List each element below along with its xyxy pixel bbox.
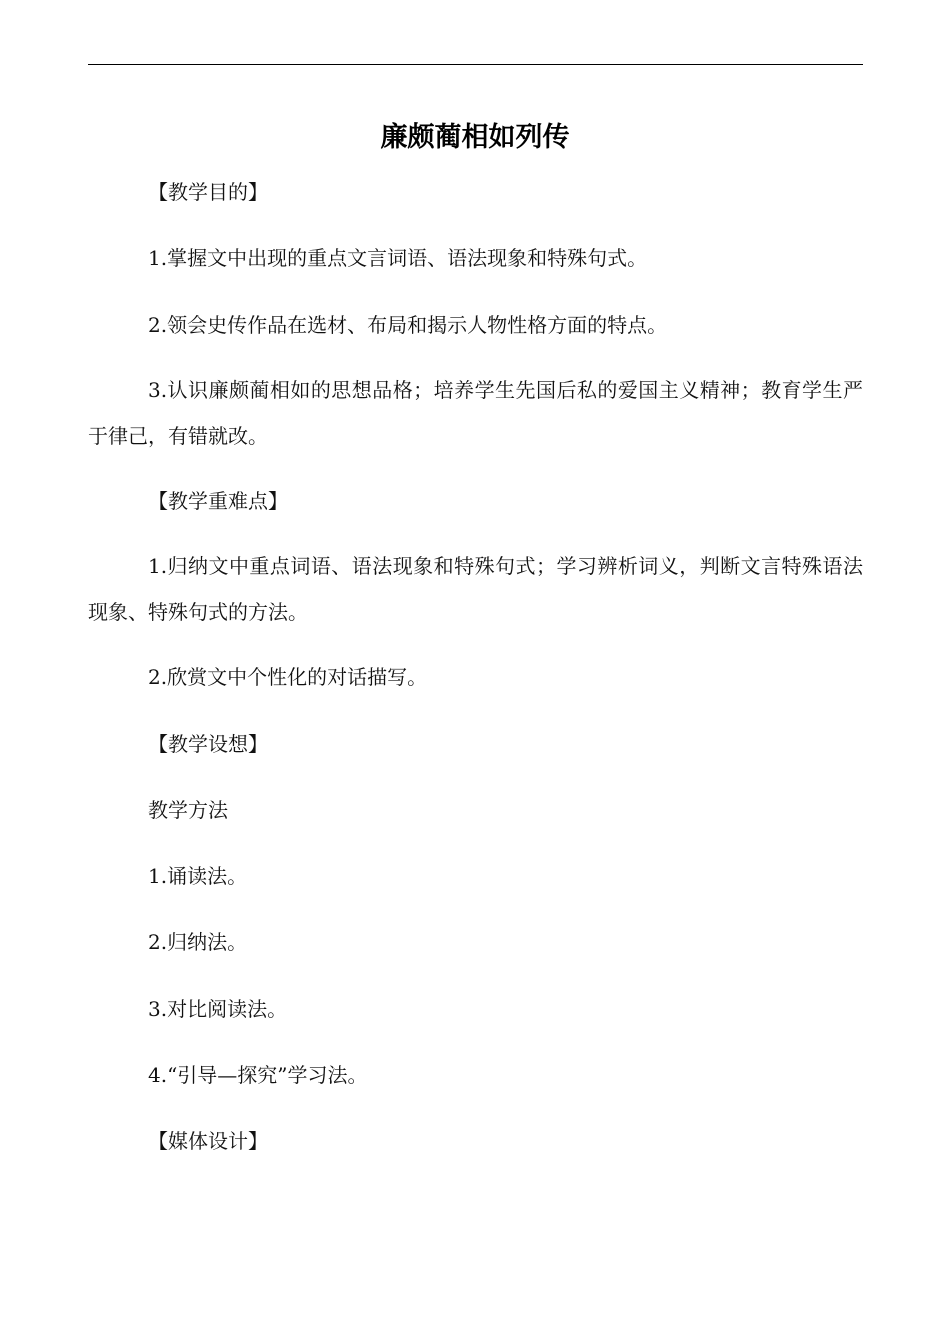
objective-item-3: 3.认识廉颇蔺相如的思想品格；培养学生先国后私的爱国主义精神；教育学生严于律己，有错就改。	[88, 378, 863, 448]
subheading-teaching-methods: 教学方法	[148, 798, 228, 822]
method-item-1: 1.诵读法。	[148, 864, 248, 888]
key-point-item-1: 1.归纳文中重点词语、语法现象和特殊句式；学习辨析词义，判断文言特殊语法现象、特殊句式的方法。	[88, 554, 863, 624]
section-heading-key-points: 【教学重难点】	[148, 489, 288, 513]
method-item-4: 4.“引导—探究”学习法。	[148, 1063, 368, 1087]
objective-item-2: 2.领会史传作品在选材、布局和揭示人物性格方面的特点。	[148, 313, 668, 337]
header-rule	[88, 64, 863, 65]
method-item-3: 3.对比阅读法。	[148, 997, 288, 1021]
method-item-2: 2.归纳法。	[148, 930, 248, 954]
key-point-item-2: 2.欣赏文中个性化的对话描写。	[148, 665, 428, 689]
section-heading-media: 【媒体设计】	[148, 1129, 268, 1153]
document-title: 廉颇蔺相如列传	[380, 122, 570, 153]
section-heading-design: 【教学设想】	[148, 732, 268, 756]
section-heading-objectives: 【教学目的】	[148, 180, 268, 204]
objective-item-1: 1.掌握文中出现的重点文言词语、语法现象和特殊句式。	[148, 246, 648, 270]
